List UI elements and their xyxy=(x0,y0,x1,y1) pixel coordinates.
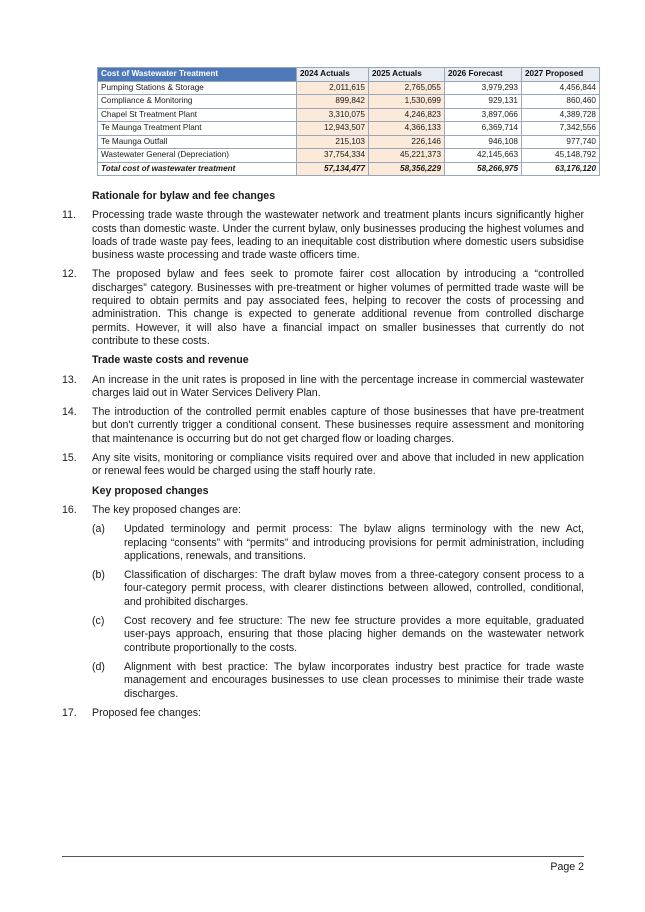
table-cell: 63,176,120 xyxy=(522,162,600,176)
paragraph-number: 15. xyxy=(62,452,77,465)
table-cell: 58,266,975 xyxy=(445,162,522,176)
table-cell: 3,897,066 xyxy=(445,108,522,122)
sub-item-text: Classification of discharges: The draft bylaw moves from a three-category consent process to a four-category permit process, with clearer distinctions between allowed, controlled, conditional, and prohibited discharges. xyxy=(124,569,584,608)
paragraph-number: 12. xyxy=(62,268,77,281)
section-heading: Key proposed changes xyxy=(92,484,209,497)
sub-item xyxy=(92,523,584,563)
table-header-row xyxy=(98,68,600,82)
page-number: Page 2 xyxy=(550,861,584,873)
paragraph-text: The key proposed changes are: xyxy=(92,503,241,516)
table-total-row xyxy=(98,162,600,176)
paragraph-text: Any site visits, monitoring or compliance visits required over and above that included in new application or renewal fees would be charged using the staff hourly rate. xyxy=(92,452,584,478)
numbered-paragraph xyxy=(62,374,584,401)
table-cell: 6,369,714 xyxy=(445,122,522,136)
table-header-cell: 2027 Proposed xyxy=(522,68,600,82)
table-cell: 4,456,844 xyxy=(522,81,600,95)
section-heading: Rationale for bylaw and fee changes xyxy=(92,190,276,202)
table-row xyxy=(98,108,600,122)
table-cell: 3,310,075 xyxy=(297,108,369,122)
table-cell: 4,246,823 xyxy=(369,108,445,122)
table-cell: 1,530,699 xyxy=(369,95,445,109)
numbered-paragraph xyxy=(62,406,584,446)
paragraph-text: The proposed bylaw and fees seek to promote fairer cost allocation by introducing a “controlled discharges” category. Businesses with pre-treatment or higher volumes of permitted trade waste will be required to obtain permits and pay associated fees, helping to recover the costs of processing and administration. This change is expected to generate additional revenue from controlled discharge permits. However, it will also have a financial impact on smaller businesses that currently do not contribute to these costs. xyxy=(92,268,584,347)
table-cell: Te Maunga Outfall xyxy=(98,135,297,149)
table-cell: 860,460 xyxy=(522,95,600,109)
table-cell: 929,131 xyxy=(445,95,522,109)
sub-item-text: Cost recovery and fee structure: The new fee structure provides a more equitable, graduated user-pays approach, ensuring that those placing higher demands on the wastewater network contribute proportionally to the costs. xyxy=(124,615,584,654)
table-header-cell: 2024 Actuals xyxy=(297,68,369,82)
table-cell: 899,842 xyxy=(297,95,369,109)
wastewater-cost-table xyxy=(97,67,600,176)
document-body xyxy=(62,190,584,726)
table-cell: 2,765,055 xyxy=(369,81,445,95)
table-cell: 45,221,373 xyxy=(369,149,445,163)
table-cell: 977,740 xyxy=(522,135,600,149)
table-cell: Te Maunga Treatment Plant xyxy=(98,122,297,136)
section-heading: Trade waste costs and revenue xyxy=(92,354,249,367)
sub-item xyxy=(92,615,584,655)
table-cell: 3,979,293 xyxy=(445,81,522,95)
table-row xyxy=(98,149,600,163)
table-cell: Total cost of wastewater treatment xyxy=(98,162,297,176)
table-row xyxy=(98,95,600,109)
paragraph-number: 17. xyxy=(62,706,77,719)
table-cell: 4,389,728 xyxy=(522,108,600,122)
table-cell: 45,148,792 xyxy=(522,149,600,163)
sub-item xyxy=(92,661,584,701)
numbered-paragraph xyxy=(62,452,584,479)
table-header-cell: Cost of Wastewater Treatment xyxy=(98,68,297,82)
table-cell: 215,103 xyxy=(297,135,369,149)
paragraph-number: 13. xyxy=(62,373,77,386)
table-cell: 37,754,334 xyxy=(297,149,369,163)
table-cell: Wastewater General (Depreciation) xyxy=(98,149,297,163)
table-cell: Pumping Stations & Storage xyxy=(98,81,297,95)
table-row xyxy=(98,81,600,95)
numbered-paragraph xyxy=(62,268,584,348)
table-cell: 7,342,556 xyxy=(522,122,600,136)
table-cell: 226,146 xyxy=(369,135,445,149)
sub-item-label: (d) xyxy=(92,660,105,673)
table-cell: Chapel St Treatment Plant xyxy=(98,108,297,122)
table-cell: 42,145,663 xyxy=(445,149,522,163)
table-cell: Compliance & Monitoring xyxy=(98,95,297,109)
paragraph-text: An increase in the unit rates is proposed in line with the percentage increase in commercial wastewater charges laid out in Water Services Delivery Plan. xyxy=(92,373,584,399)
table-cell: 57,134,477 xyxy=(297,162,369,176)
table-cell: 4,366,133 xyxy=(369,122,445,136)
paragraph-number: 14. xyxy=(62,406,77,419)
numbered-paragraph xyxy=(62,707,584,720)
table-cell: 2,011,615 xyxy=(297,81,369,95)
sub-item-label: (c) xyxy=(92,615,105,628)
paragraph-text: Processing trade waste through the wastewater network and treatment plants incurs significantly higher costs than domestic waste. Under the current bylaw, only businesses producing the highest volumes and loads of trade waste pay fees, leading to an inequitable cost distribution where domestic users subsidise business waste processing and trade waste officers time. xyxy=(92,209,584,262)
table-cell: 58,356,229 xyxy=(369,162,445,176)
paragraph-number: 16. xyxy=(62,503,77,516)
table-row xyxy=(98,135,600,149)
footer-divider xyxy=(62,856,584,857)
sub-item-label: (b) xyxy=(92,569,105,582)
paragraph-text: The introduction of the controlled permit enables capture of those businesses that have pre-treatment but don't currently trigger a conditional consent. These businesses require assessment and monitoring that maintenance is occurring but do not get charged flow or loading charges. xyxy=(92,406,584,445)
table-cell: 946,108 xyxy=(445,135,522,149)
numbered-paragraph xyxy=(62,504,584,517)
sub-item-text: Updated terminology and permit process: The bylaw aligns terminology with the new Act, replacing “consents” with “permits” and introducing provisions for permit administration, including applications, renewals, and transitions. xyxy=(124,523,584,562)
sub-item-text: Alignment with best practice: The bylaw incorporates industry best practice for trade waste management and encourages businesses to use clean processes to minimise their trade waste discharges. xyxy=(124,660,584,700)
paragraph-text: Proposed fee changes: xyxy=(92,706,201,719)
numbered-paragraph xyxy=(62,209,584,262)
table-header-cell: 2025 Actuals xyxy=(369,68,445,82)
paragraph-number: 11. xyxy=(62,209,76,222)
sub-item xyxy=(92,569,584,609)
sub-item-label: (a) xyxy=(92,523,105,536)
table-cell: 12,943,507 xyxy=(297,122,369,136)
table-header-cell: 2026 Forecast xyxy=(445,68,522,82)
table-row xyxy=(98,122,600,136)
